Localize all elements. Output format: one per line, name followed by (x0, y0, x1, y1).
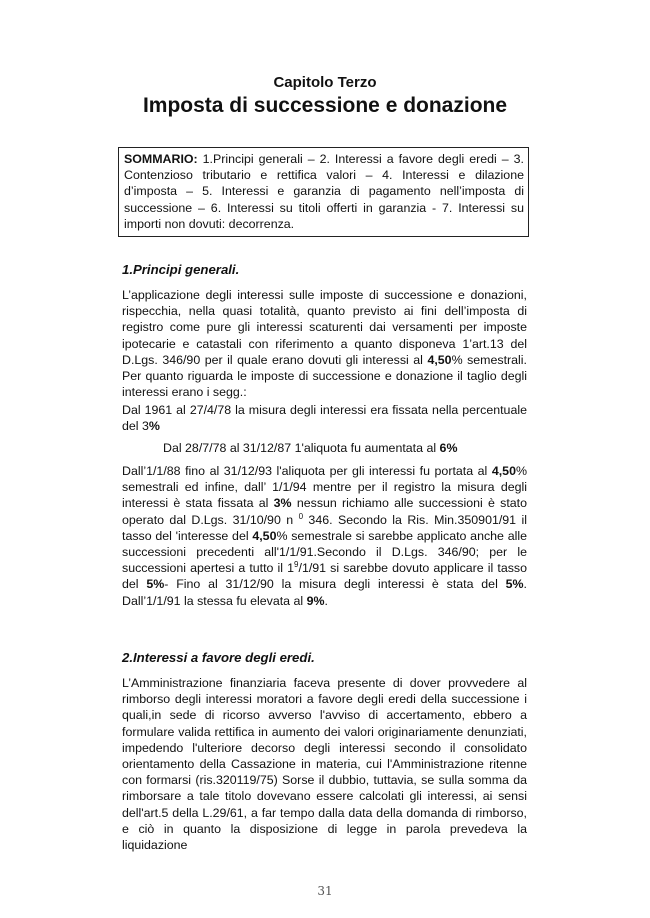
chapter-label: Capitolo Terzo (273, 74, 377, 91)
bold-rate: 6% (439, 441, 458, 455)
bold-rate: 4,50 (491, 464, 516, 478)
text-run: . (324, 593, 328, 608)
section-1-paragraph-2 (122, 402, 527, 434)
section-1-heading: 1.Principi generali. (122, 262, 240, 277)
text-run: Dall’1/1/88 fino al 31/12/93 l'aliquota per gli interessi fu portata al (122, 464, 492, 478)
section-2-paragraph-1: L’Amministrazione finanziaria faceva presente di dover provvedere al rimborso degli interessi moratori a favore degli eredi della successione i quali,in sede di ricorso avverso l'avviso di accertamento, ebbero a formulare valida rettifica in aumento dei valori originariamente denunziati, impedendo l'ulteriore decorso degli interessi secondo il consolidato orientamento della Cassazione in materia, cui l'Amministrazione ritenne con formarsi (ris.320119/75) Sorse il dubbio, tuttavia, se sulla somma da rimborsare a tale titolo dovevano essere calcolati gli interessi, ai sensi dell'art.5 della L.29/61, a far tempo dalla data della domanda di rimborso, e ciò in quanto la disposizione di legge in parola prevedeva la liquidazione (122, 676, 527, 853)
bold-rate: 4,50 (252, 528, 277, 543)
superscript: 0 (298, 511, 304, 521)
bold-rate: 9% (306, 593, 325, 608)
chapter-title: Imposta di successione e donazione (142, 94, 508, 117)
section-1-paragraph-1 (122, 287, 527, 400)
text-run: . Dall’1/1/91 la stessa fu elevata al (122, 577, 527, 608)
bold-rate: 5% (505, 577, 524, 592)
text-run: L’applicazione degli interessi sulle imposte di successione e donazioni, rispecchia, nella quasi totalità, quanto previsto ai fini dell’imposta di registro come pure gli interessi scaturenti dai versamenti per imposte ipotecarie e catastali con riferimento a quanto disponeva 1’art.13 del D.Lgs. 346/90 per il quale erano dovuti gli interessi al (122, 288, 527, 367)
text-run: /1/91 si sarebbe dovuto applicare il tasso del (122, 561, 527, 592)
summary-label: SOMMARIO: (124, 152, 198, 166)
section-1-paragraph-3 (163, 440, 533, 456)
summary-box (118, 147, 529, 237)
section-1-paragraph-4 (122, 463, 527, 609)
bold-rate: % (148, 419, 160, 434)
page-number: 31 (317, 884, 333, 898)
bold-rate: 5% (146, 577, 165, 592)
text-run: - Fino al 31/12/90 la misura degli interessi è stata del (164, 577, 506, 592)
summary-text: 1.Principi generali – 2. Interessi a favore degli eredi – 3. Contenzioso tributario e rettifica valori – 4. Interessi e dilazione d’imposta – 5. Interessi e garanzia di pagamento nell’imposta di successione – 6. Interessi su titoli offerti in garanzia - 7. Interessi su importi non dovuti: decorrenza. (124, 152, 524, 231)
text-run: Dal 1961 al 27/4/78 la misura degli interessi era fissata nella percentuale del 3 (122, 403, 527, 434)
section-2-heading: 2.Interessi a favore degli eredi. (122, 650, 315, 665)
text-run: % semestrali ed infine, dall’ 1/1/94 mentre per il registro la misura degli interessi è stata fissata al (122, 464, 527, 511)
text-run: 346. Secondo la Ris. Min.350901/91 il tasso del 'interesse del (122, 512, 527, 543)
text-run: % semestrali. Per quanto riguarda le imposte di successione e donazione il taglio degli interessi erano i segg.: (122, 352, 527, 400)
text-run: % semestrale si sarebbe applicato anche alle successioni precedenti all'1/1/91.Secondo il D.Lgs. 346/90; per le successioni apertesi a tutto il 1 (122, 528, 527, 576)
bold-rate: 3% (273, 496, 292, 511)
text-run: nessun richiamo alle successioni è stato operato dal D.Lgs. 31/10/90 n (122, 496, 527, 527)
superscript: 9 (294, 560, 299, 570)
bold-rate: 4,50 (427, 352, 452, 367)
text-run: Dal 28/7/78 al 31/12/87 1'aliquota fu aumentata al (163, 441, 440, 455)
